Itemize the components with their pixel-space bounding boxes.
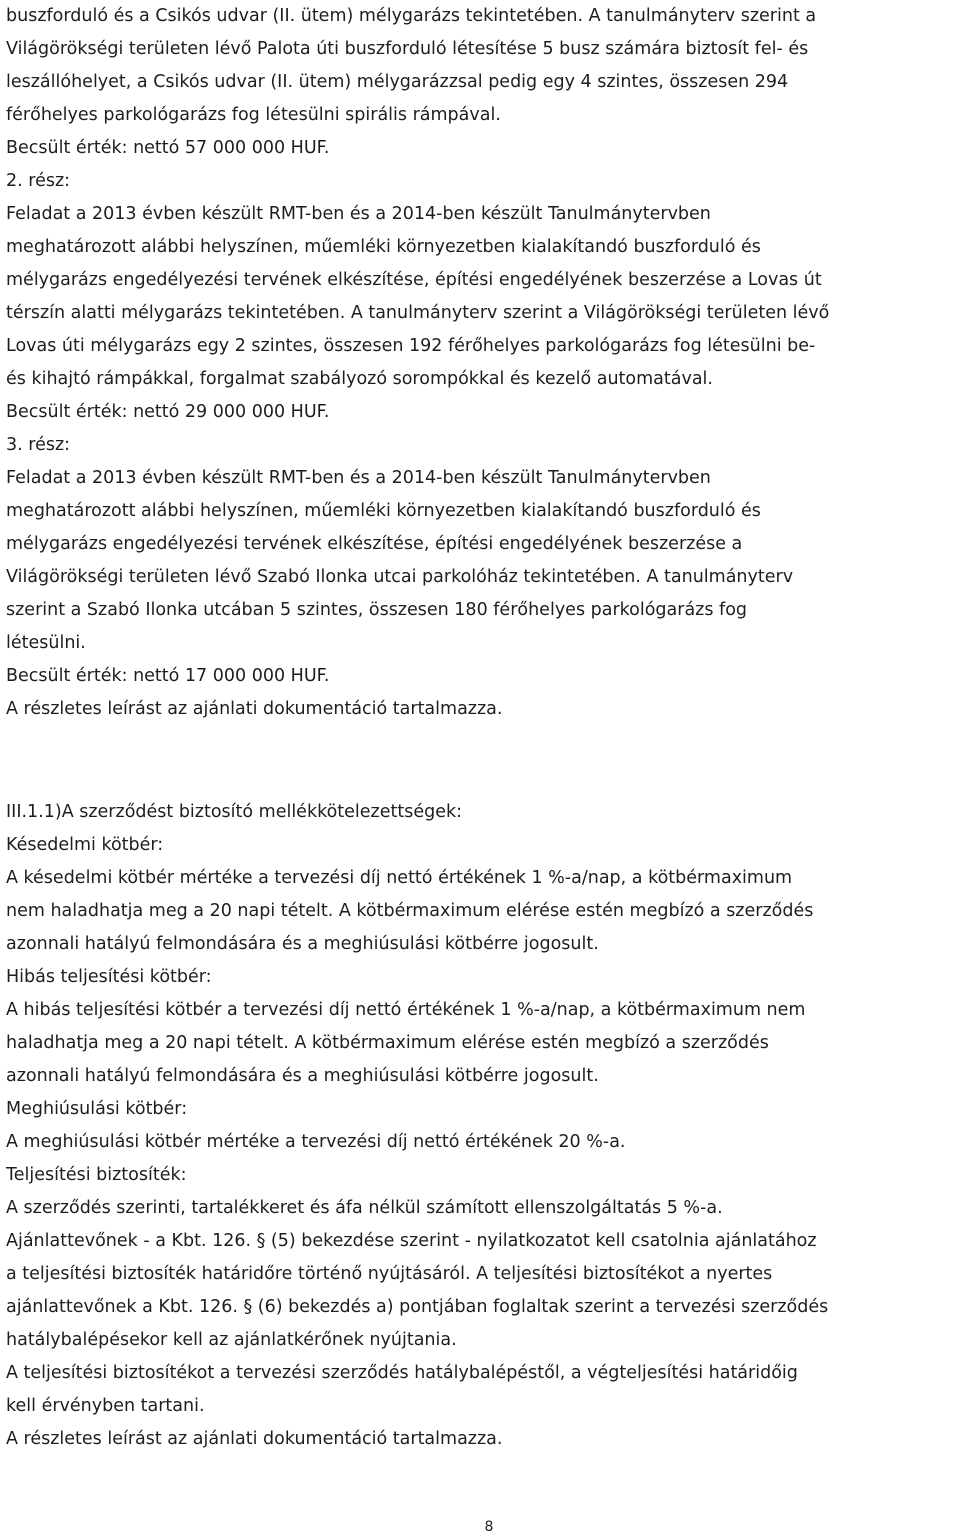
section-parts-description — [6, 0, 956, 726]
text-line: nem haladhatja meg a 20 napi tételt. A kötbérmaximum elérése estén megbízó a szerződés — [6, 901, 814, 921]
estimated-value-line: Becsült érték: nettó 57 000 000 HUF. — [6, 138, 330, 158]
text-line: A részletes leírást az ajánlati dokumentáció tartalmazza. — [6, 1429, 503, 1449]
estimated-value-line: Becsült érték: nettó 29 000 000 HUF. — [6, 402, 330, 422]
text-line: A meghiúsulási kötbér mértéke a tervezési díj nettó értékének 20 %-a. — [6, 1132, 626, 1152]
text-line: A teljesítési biztosítékot a tervezési szerződés hatálybalépéstől, a végteljesítési határidőig — [6, 1363, 798, 1383]
text-line: buszforduló és a Csikós udvar (II. ütem) mélygarázs tekintetében. A tanulmányterv szerint a — [6, 6, 817, 26]
estimated-value-line: Becsült érték: nettó 17 000 000 HUF. — [6, 666, 330, 686]
text-line: A részletes leírást az ajánlati dokumentáció tartalmazza. — [6, 699, 503, 719]
text-line: A szerződés szerinti, tartalékkeret és áfa nélkül számított ellenszolgáltatás 5 %-a. — [6, 1198, 723, 1218]
page-number: 8 — [484, 1519, 494, 1535]
text-line: hatálybalépésekor kell az ajánlatkérőnek nyújtania. — [6, 1330, 457, 1350]
text-line: létesülni. — [6, 633, 86, 653]
subheading: Hibás teljesítési kötbér: — [6, 967, 212, 987]
text-line: kell érvényben tartani. — [6, 1396, 205, 1416]
text-line: Lovas úti mélygarázs egy 2 szintes, összesen 192 férőhelyes parkológarázs fog létesülni be- — [6, 336, 816, 356]
text-line: térszín alatti mélygarázs tekintetében. A tanulmányterv szerint a Világörökségi területen lévő — [6, 303, 830, 323]
text-line: és kihajtó rámpákkal, forgalmat szabályozó sorompókkal és kezelő automatával. — [6, 369, 713, 389]
text-line: leszállóhelyet, a Csikós udvar (II. ütem) mélygarázzsal pedig egy 4 szintes, összesen 294 — [6, 72, 789, 92]
text-line: meghatározott alábbi helyszínen, műemléki környezetben kialakítandó buszforduló és — [6, 501, 761, 521]
text-line: a teljesítési biztosíték határidőre történő nyújtásáról. A teljesítési biztosítékot a nyertes — [6, 1264, 773, 1284]
text-line: meghatározott alábbi helyszínen, műemléki környezetben kialakítandó buszforduló és — [6, 237, 761, 257]
text-line: azonnali hatályú felmondására és a meghiúsulási kötbérre jogosult. — [6, 1066, 599, 1086]
section-iii-1-1 — [6, 796, 956, 1456]
text-line: Feladat a 2013 évben készült RMT-ben és a 2014-ben készült Tanulmánytervben — [6, 468, 711, 488]
part-heading: 2. rész: — [6, 171, 71, 191]
text-line: Ajánlattevőnek - a Kbt. 126. § (5) bekezdése szerint - nyilatkozatot kell csatolnia ajánlatához — [6, 1231, 817, 1251]
text-line: mélygarázs engedélyezési tervének elkészítése, építési engedélyének beszerzése a Lovas út — [6, 270, 822, 290]
text-line: azonnali hatályú felmondására és a meghiúsulási kötbérre jogosult. — [6, 934, 599, 954]
part-heading: 3. rész: — [6, 435, 71, 455]
subheading: Késedelmi kötbér: — [6, 835, 164, 855]
text-line: mélygarázs engedélyezési tervének elkészítése, építési engedélyének beszerzése a — [6, 534, 743, 554]
section-heading: III.1.1)A szerződést biztosító mellékkötelezettségek: — [6, 802, 463, 822]
text-line: szerint a Szabó Ilonka utcában 5 szintes, összesen 180 férőhelyes parkológarázs fog — [6, 600, 748, 620]
text-line: haladhatja meg a 20 napi tételt. A kötbérmaximum elérése estén megbízó a szerződés — [6, 1033, 769, 1053]
text-line: A késedelmi kötbér mértéke a tervezési díj nettó értékének 1 %-a/nap, a kötbérmaximum — [6, 868, 793, 888]
text-line: ajánlattevőnek a Kbt. 126. § (6) bekezdés a) pontjában foglaltak szerint a tervezési szerződés — [6, 1297, 829, 1317]
text-line: Világörökségi területen lévő Szabó Ilonka utcai parkolóház tekintetében. A tanulmányterv — [6, 567, 794, 587]
text-line: férőhelyes parkológarázs fog létesülni spirális rámpával. — [6, 105, 501, 125]
text-line: A hibás teljesítési kötbér a tervezési díj nettó értékének 1 %-a/nap, a kötbérmaximum nem — [6, 1000, 806, 1020]
subheading: Meghiúsulási kötbér: — [6, 1099, 188, 1119]
subheading: Teljesítési biztosíték: — [6, 1165, 187, 1185]
text-line: Világörökségi területen lévő Palota úti buszforduló létesítése 5 busz számára biztosít fel- és — [6, 39, 809, 59]
text-line: Feladat a 2013 évben készült RMT-ben és a 2014-ben készült Tanulmánytervben — [6, 204, 711, 224]
